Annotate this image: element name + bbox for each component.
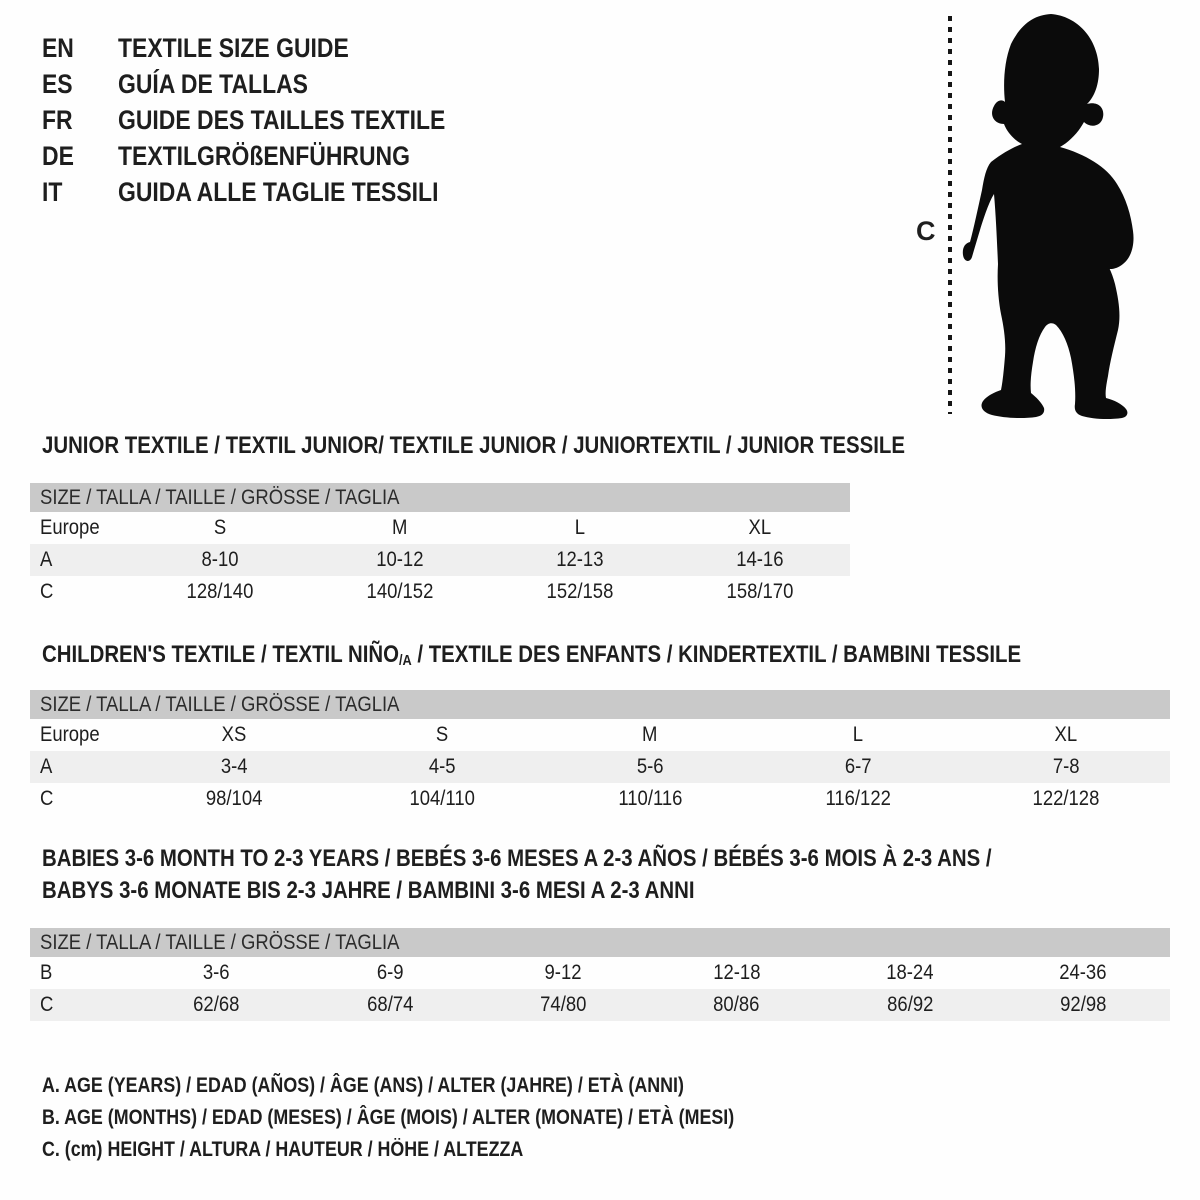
- junior-section-title: JUNIOR TEXTILE / TEXTIL JUNIOR/ TEXTILE JUNIOR / JUNIORTEXTIL / JUNIOR TESSILE: [42, 432, 905, 459]
- height-cell: 86/92: [886, 993, 934, 1016]
- guide-title-fr: GUIDE DES TAILLES TEXTILE: [118, 105, 446, 135]
- height-cell: 98/104: [205, 787, 263, 810]
- guide-title-de: TEXTILGRÖßENFÜHRUNG: [118, 141, 410, 171]
- language-row-it: [42, 174, 503, 210]
- height-cell: 74/80: [540, 993, 587, 1016]
- table-row-height: [30, 576, 850, 608]
- language-row-en: [42, 30, 503, 66]
- size-header-bar: SIZE / TALLA / TAILLE / GRÖSSE / TAGLIA: [30, 690, 1170, 719]
- title-subscript: /A: [398, 652, 412, 669]
- height-cell: 122/128: [1032, 787, 1100, 810]
- language-row-fr: [42, 102, 503, 138]
- age-cell: 7-8: [1052, 755, 1080, 778]
- table-row-age: [30, 544, 850, 576]
- age-cell: 14-16: [736, 548, 784, 571]
- row-label: C: [40, 787, 54, 810]
- age-cell: 24-36: [1059, 961, 1107, 984]
- height-cell: 104/110: [409, 787, 475, 810]
- legend-line-c: C. (cm) HEIGHT / ALTURA / HAUTEUR / HÖHE / ALTEZZA: [42, 1138, 524, 1161]
- height-cell: 110/116: [617, 787, 683, 810]
- children-section-title: CHILDREN'S TEXTILE / TEXTIL NIÑO/A / TEXTILE DES ENFANTS / KINDERTEXTIL / BAMBINI TESSILE: [42, 641, 1022, 669]
- babies-section-title: BABIES 3-6 MONTH TO 2-3 YEARS / BEBÉS 3-6 MESES A 2-3 AÑOS / BÉBÉS 3-6 MOIS À 2-3 ANS / BABYS 3-6 MONATE BIS 2-3 JAHRE / BAMBINI 3-6 MESI A 2-3 ANNI: [42, 845, 992, 904]
- language-code: EN: [42, 33, 74, 63]
- language-code: ES: [42, 69, 73, 99]
- age-cell: 9-12: [544, 961, 582, 984]
- table-row-age-months: [30, 957, 1170, 989]
- row-label: Europe: [40, 516, 100, 539]
- guide-title-es: GUÍA DE TALLAS: [118, 69, 308, 99]
- row-label: C: [40, 580, 54, 603]
- age-cell: 6-9: [376, 961, 404, 984]
- size-cell: XL: [1054, 723, 1078, 746]
- age-cell: 5-6: [636, 755, 664, 778]
- table-row-europe: [30, 512, 850, 544]
- table-row-europe: [30, 719, 1170, 751]
- row-label: C: [40, 993, 54, 1016]
- height-cell: 92/98: [1060, 993, 1107, 1016]
- language-row-de: [42, 138, 503, 174]
- age-cell: 3-6: [203, 961, 231, 984]
- size-header-bar: SIZE / TALLA / TAILLE / GRÖSSE / TAGLIA: [30, 928, 1170, 957]
- height-cell: 62/68: [193, 993, 240, 1016]
- legend-line-b: B. AGE (MONTHS) / EDAD (MESES) / ÂGE (MOIS) / ALTER (MONATE) / ETÀ (MESI): [42, 1106, 735, 1129]
- table-row-height: [30, 989, 1170, 1021]
- language-code: FR: [42, 105, 73, 135]
- language-title-list: [42, 30, 503, 210]
- measurement-legend: [42, 1070, 856, 1166]
- age-cell: 3-4: [220, 755, 248, 778]
- row-label: A: [40, 548, 53, 571]
- size-cell: L: [574, 516, 586, 539]
- row-label: A: [40, 755, 53, 778]
- size-cell: S: [435, 723, 449, 746]
- language-code: DE: [42, 141, 74, 171]
- guide-title-it: GUIDA ALLE TAGLIE TESSILI: [118, 177, 439, 207]
- height-cell: 80/86: [713, 993, 760, 1016]
- guide-title-en: TEXTILE SIZE GUIDE: [118, 33, 349, 63]
- age-cell: 12-18: [713, 961, 761, 984]
- table-row-age: [30, 751, 1170, 783]
- height-cell: 116/122: [825, 787, 891, 810]
- table-row-height: [30, 783, 1170, 815]
- size-cell: L: [852, 723, 864, 746]
- age-cell: 18-24: [886, 961, 934, 984]
- row-label: Europe: [40, 723, 100, 746]
- age-cell: 10-12: [376, 548, 424, 571]
- size-header-bar: SIZE / TALLA / TAILLE / GRÖSSE / TAGLIA: [30, 483, 850, 512]
- size-cell: M: [642, 723, 658, 746]
- language-code: IT: [42, 177, 63, 207]
- size-cell: S: [213, 516, 227, 539]
- size-cell: XL: [748, 516, 772, 539]
- row-label: B: [40, 961, 53, 984]
- age-cell: 4-5: [428, 755, 456, 778]
- size-cell: M: [392, 516, 408, 539]
- height-cell: 68/74: [366, 993, 414, 1016]
- size-cell: XS: [221, 723, 247, 746]
- height-measure-dashed-line: [948, 16, 952, 414]
- age-cell: 6-7: [844, 755, 872, 778]
- age-cell: 8-10: [201, 548, 239, 571]
- junior-size-table: [30, 483, 850, 608]
- babies-size-table: [30, 928, 1170, 1021]
- toddler-silhouette-icon: [956, 12, 1146, 422]
- height-cell: 140/152: [366, 580, 434, 603]
- language-row-es: [42, 66, 503, 102]
- height-cell: 158/170: [726, 580, 794, 603]
- children-size-table: [30, 690, 1170, 815]
- height-cell: 128/140: [186, 580, 254, 603]
- legend-line-a: A. AGE (YEARS) / EDAD (AÑOS) / ÂGE (ANS) / ALTER (JAHRE) / ETÀ (ANNI): [42, 1074, 684, 1097]
- height-measure-label: C: [916, 216, 936, 246]
- height-cell: 152/158: [546, 580, 614, 603]
- age-cell: 12-13: [556, 548, 604, 571]
